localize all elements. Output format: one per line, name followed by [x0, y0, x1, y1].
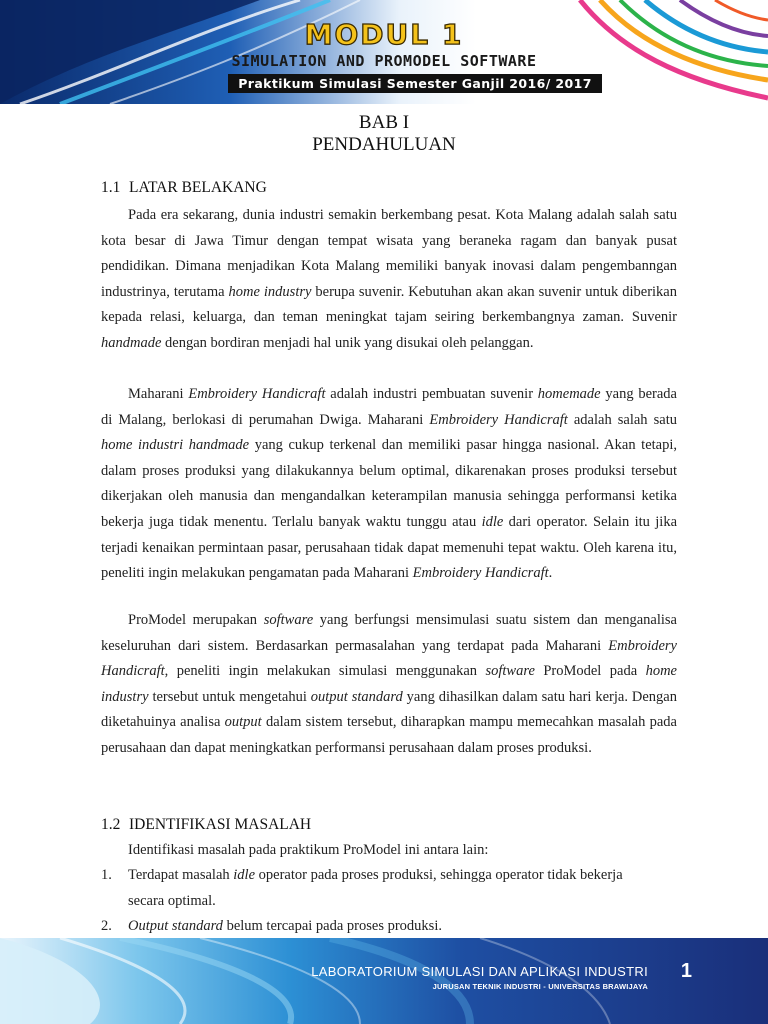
page-number: 1 — [680, 960, 692, 982]
identification-intro: Identifikasi masalah pada praktikum ProModel ini antara lain: — [128, 842, 489, 858]
section-number: 1.1 — [101, 179, 121, 196]
section-heading-latar-belakang — [101, 179, 267, 197]
chapter-title: PENDAHULUAN — [312, 134, 456, 155]
section-title: LATAR BELAKANG — [129, 179, 267, 196]
paragraph-1: Pada era sekarang, dunia industri semakin berkembang pesat. Kota Malang adalah salah satu kota besar di Jawa Timur dengan tempat wisata yang beraneka ragam dan banyak pusat pendidikan. Dimana menjadikan Kota Malang memiliki banyak inovasi dalam pengembanngan industrinya, terutama home industry berupa suvenir. Kebutuhan akan akan suvenir untuk diberikan kepada relasi, keluarga, dan teman meningkat tajam seiring berkembangnya zaman. Suvenir handmade dengan bordiran menjadi hal unik yang disukai oleh pelanggan. — [101, 207, 677, 351]
footer-lab-name: LABORATORIUM SIMULASI DAN APLIKASI INDUSTRI — [311, 964, 648, 979]
chapter-number: BAB I — [358, 112, 410, 133]
list-text: Output standard belum tercapai pada proses produksi. — [128, 918, 442, 934]
section-number: 1.2 — [101, 816, 121, 833]
semester-strip: Praktikum Simulasi Semester Ganjil 2016/ 2017 — [228, 74, 602, 93]
section-title: IDENTIFIKASI MASALAH — [129, 816, 312, 833]
header-banner — [0, 0, 768, 104]
list-number: 1. — [101, 867, 112, 883]
header-subtitle: SIMULATION AND PROMODEL SOFTWARE — [231, 52, 537, 70]
footer-department: JURUSAN TEKNIK INDUSTRI - UNIVERSITAS BRAWIJAYA — [432, 982, 648, 991]
paragraph-3: ProModel merupakan software yang berfungsi mensimulasi suatu sistem dan menganalisa keseluruhan dari sistem. Berdasarkan permasalahan yang terdapat pada Maharani Embroidery Handicraft, peneliti ingin melakukan simulasi menggunakan software ProModel pada home industry tersebut untuk mengetahui output standard yang dihasilkan dalam satu hari kerja. Dengan diketahuinya analisa output dalam sistem tersebut, diharapkan mampu memecahkan masalah pada perusahaan dan dapat meningkatkan performansi perusahaan dalam proses produksi. — [101, 612, 677, 756]
section-heading-identifikasi-masalah — [101, 816, 311, 834]
list-number: 2. — [101, 918, 112, 934]
footer-banner — [0, 938, 768, 1024]
paragraph-2: Maharani Embroidery Handicraft adalah industri pembuatan suvenir homemade yang berada di Malang, berlokasi di perumahan Dwiga. Maharani Embroidery Handicraft adalah salah satu home industri handmade yang cukup terkenal dan memiliki pasar hingga nasional. Akan tetapi, dalam proses produksi yang dilakukannya belum optimal, dikarenakan proses produksi tersebut dikerjakan oleh manusia dan mengandalkan keterampilan manusia sehingga performansi ketika bekerja juga tidak menentu. Terlalu banyak waktu tunggu atau idle dari operator. Selain itu jika terjadi kenaikan permintaan pasar, perusahaan tidak dapat memenuhi tepat waktu. Oleh karena itu, peneliti ingin melakukan pengamatan pada Maharani Embroidery Handicraft. — [101, 386, 677, 582]
modul-title: MODUL 1 — [304, 18, 464, 51]
list-text: Terdapat masalah idle operator pada proses produksi, sehingga operator tidak bekerja secara optimal. — [128, 867, 623, 909]
footer-decoration — [0, 938, 768, 1024]
